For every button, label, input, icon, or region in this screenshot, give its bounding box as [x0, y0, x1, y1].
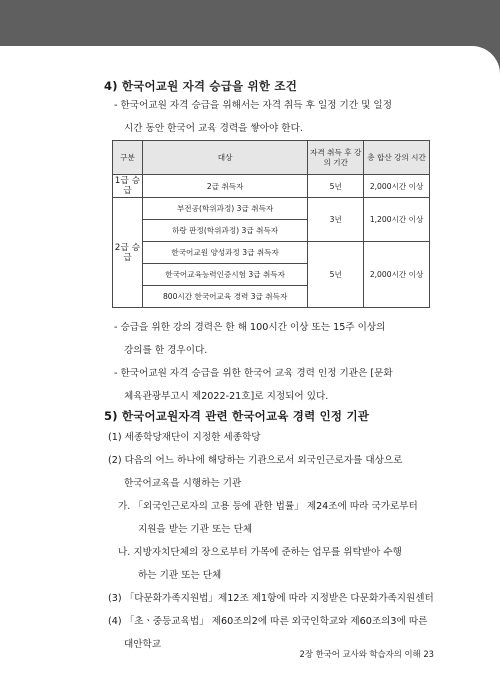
intro-line-1: - 한국어교원 자격 승급을 위해서는 자격 취득 후 일정 기간 및 일정: [114, 100, 392, 111]
note-2-line-1: - 한국어교원 자격 승급을 위한 한국어 교육 경력 인정 기관은 [문화: [114, 368, 393, 379]
table-row: [113, 175, 430, 198]
list-item: 지원을 받는 기관 또는 단체: [138, 524, 253, 535]
header-period: 자격 취득 후 강의 기간: [308, 141, 364, 175]
header-target: 대상: [142, 141, 307, 175]
row-period: 5년: [308, 175, 364, 198]
section-5-list: [108, 426, 434, 656]
row-period: 5년: [308, 242, 364, 308]
list-item: (3) 「다문화가족지원법」제12조 제1항에 따라 지정받은 다문화가족지원센터: [108, 593, 434, 604]
row-hours: 2,000시간 이상: [364, 175, 430, 198]
row-hours: 2,000시간 이상: [364, 242, 430, 308]
table-row: [113, 198, 430, 220]
grade-2-label: 2급 승급: [113, 198, 143, 308]
row-target: 한국어교원 양성과정 3급 취득자: [142, 242, 307, 264]
list-item: (2) 다음의 어느 하나에 해당하는 기관으로서 외국인근로자를 대상으로: [108, 455, 403, 466]
list-item: 나. 지방자치단체의 장으로부터 가목에 준하는 업무를 위탁받아 수행: [118, 547, 402, 558]
table-header-row: [113, 141, 430, 175]
table-row: [113, 242, 430, 264]
list-item: 대안학교: [124, 639, 162, 650]
section-4-note-1: [114, 316, 385, 362]
list-item: 한국어교육을 시행하는 기관: [124, 478, 242, 489]
note-1-line-2: 강의를 한 경우이다.: [124, 345, 208, 356]
intro-line-2: 시간 동안 한국어 교육 경력을 쌓아야 한다.: [124, 123, 303, 134]
row-target: 한국어교육능력인증시험 3급 취득자: [142, 264, 307, 286]
section-4-intro: [114, 94, 392, 140]
row-hours: 1,200시간 이상: [364, 198, 430, 242]
grade-requirement-table: [112, 140, 430, 308]
row-target: 부전공(학위과정) 3급 취득자: [142, 198, 307, 220]
list-item: 하는 기관 또는 단체: [138, 570, 222, 581]
row-target: 2급 취득자: [142, 175, 307, 198]
document-page: [0, 46, 500, 700]
header-hours: 총 합산 강의 시간: [364, 141, 430, 175]
note-1-line-1: - 승급을 위한 강의 경력은 한 해 100시간 이상 또는 15주 이상의: [114, 322, 386, 333]
row-target: 800시간 한국어교육 경력 3급 취득자: [142, 286, 307, 308]
section-4-heading: 4) 한국어교원 자격 승급을 위한 조건: [104, 79, 298, 93]
list-item: (4) 「초ㆍ중등교육법」 제60조의2에 따른 외국인학교와 제60조의3에 따른: [108, 616, 428, 627]
page-footer: [0, 648, 500, 660]
row-target: 하랑 판정(학위과정) 3급 취득자: [142, 220, 307, 242]
list-item: (1) 세종학당재단이 지정한 세종학당: [108, 432, 261, 443]
note-2-line-2: 체육관광부고시 제2022-21호]로 지정되어 있다.: [124, 391, 329, 402]
section-5-heading: 5) 한국어교원자격 관련 한국어교육 경력 인정 기관: [104, 409, 370, 423]
section-4-note-2: [114, 362, 393, 408]
grade-1-label: 1급 승급: [113, 175, 143, 198]
footer-page-number: 23: [423, 649, 434, 659]
header-category: 구분: [113, 141, 143, 175]
row-period: 3년: [308, 198, 364, 242]
list-item: 가. 「외국인근로자의 고용 등에 관한 법률」 제24조에 따라 국가로부터: [118, 501, 418, 512]
footer-chapter: 2장 한국어 교사와 학습자의 이해: [299, 649, 421, 659]
